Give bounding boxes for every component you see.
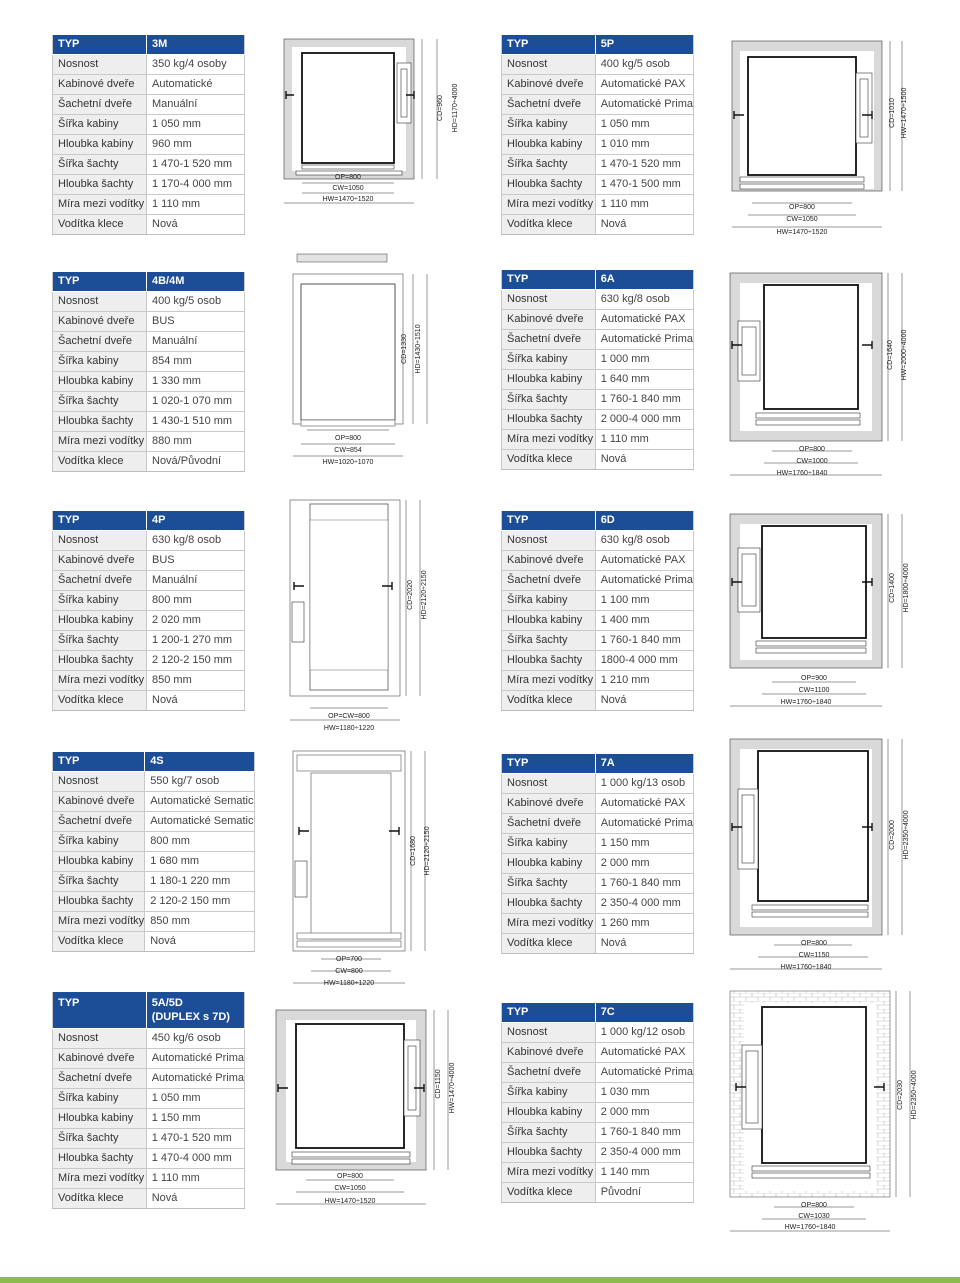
voditka-value: Nová bbox=[147, 691, 245, 711]
hloubka-sachty-value: 1 470-1 500 mm bbox=[595, 175, 693, 195]
hloubka-sachty-value: 2 350-4 000 mm bbox=[595, 1143, 693, 1163]
voditka-value: Nová bbox=[595, 691, 693, 711]
op-dim: OP=800 bbox=[335, 435, 361, 442]
nosnost-value: 630 kg/8 osob bbox=[595, 290, 693, 310]
sirka-kab-value: 800 mm bbox=[147, 591, 245, 611]
mira-label: Míra mezi vodítky bbox=[53, 1169, 147, 1189]
kab-dvere-value: Automatické Prima bbox=[146, 1049, 244, 1069]
floorplan-7c bbox=[722, 985, 927, 1235]
hd-dim: HW=2000÷4000 bbox=[901, 329, 908, 381]
sach-dvere-label: Šachetní dveře bbox=[502, 814, 596, 834]
nosnost-value: 1 000 kg/13 osob bbox=[595, 774, 693, 794]
hloubka-kab-label: Hloubka kabiny bbox=[502, 854, 596, 874]
hd-dim: HD=2350÷4000 bbox=[903, 810, 910, 860]
sirka-sachty-label: Šířka šachty bbox=[502, 631, 596, 651]
sach-dvere-value: Manuální bbox=[147, 95, 245, 115]
kab-dvere-value: Automatické PAX bbox=[595, 1043, 693, 1063]
sirka-kab-label: Šířka kabiny bbox=[53, 352, 147, 372]
sirka-kab-label: Šířka kabiny bbox=[502, 834, 596, 854]
voditka-value: Nová bbox=[595, 934, 693, 954]
floorplan-4b4m bbox=[285, 244, 460, 470]
hloubka-sachty-value: 1 430-1 510 mm bbox=[147, 412, 245, 432]
kab-dvere-value: BUS bbox=[147, 551, 245, 571]
sirka-sachty-label: Šířka šachty bbox=[53, 631, 147, 651]
kab-dvere-label: Kabinové dveře bbox=[53, 551, 147, 571]
typ-value: 4S bbox=[145, 752, 254, 772]
sirka-sachty-value: 1 470-1 520 mm bbox=[147, 155, 245, 175]
hloubka-kab-label: Hloubka kabiny bbox=[53, 135, 147, 155]
cd-dim: CD=2030 bbox=[897, 1080, 904, 1110]
nosnost-label: Nosnost bbox=[502, 290, 596, 310]
cd-dim: CD=2000 bbox=[889, 820, 896, 850]
kab-dvere-label: Kabinové dveře bbox=[502, 794, 596, 814]
hw-dim: HW=1760÷1840 bbox=[784, 1224, 836, 1231]
hloubka-kab-value: 960 mm bbox=[147, 135, 245, 155]
sirka-kab-value: 800 mm bbox=[145, 832, 254, 852]
cd-dim: CD=1010 bbox=[889, 98, 896, 128]
hloubka-sachty-label: Hloubka šachty bbox=[53, 651, 147, 671]
sach-dvere-value: Automatické Prima bbox=[595, 1063, 693, 1083]
typ-value: 5A/5D (DUPLEX s 7D) bbox=[146, 992, 244, 1029]
sirka-kab-label: Šířka kabiny bbox=[53, 115, 147, 135]
hd-dim: HD=1800÷4000 bbox=[903, 563, 910, 613]
hloubka-kab-label: Hloubka kabiny bbox=[53, 372, 147, 392]
mira-label: Míra mezi vodítky bbox=[502, 195, 596, 215]
cw-dim: CW=1150 bbox=[798, 952, 830, 959]
cd-dim: CD=1680 bbox=[410, 836, 417, 866]
sirka-kab-label: Šířka kabiny bbox=[53, 1089, 147, 1109]
sirka-sachty-value: 1 470-1 520 mm bbox=[595, 155, 693, 175]
spec-table-4s bbox=[52, 752, 255, 952]
mira-value: 850 mm bbox=[147, 671, 245, 691]
hloubka-sachty-value: 2 120-2 150 mm bbox=[147, 651, 245, 671]
sach-dvere-value: Automatické Prima bbox=[146, 1069, 244, 1089]
sirka-sachty-label: Šířka šachty bbox=[53, 1129, 147, 1149]
hloubka-sachty-label: Hloubka šachty bbox=[53, 1149, 147, 1169]
hloubka-sachty-label: Hloubka šachty bbox=[502, 175, 596, 195]
sirka-kab-value: 1 100 mm bbox=[595, 591, 693, 611]
sach-dvere-label: Šachetní dveře bbox=[502, 571, 596, 591]
hw-dim: HW=1470÷1520 bbox=[324, 1198, 376, 1205]
hloubka-kab-label: Hloubka kabiny bbox=[502, 135, 596, 155]
kab-dvere-value: Automatické PAX bbox=[595, 310, 693, 330]
sirka-kab-label: Šířka kabiny bbox=[502, 350, 596, 370]
nosnost-label: Nosnost bbox=[53, 531, 147, 551]
voditka-value: Původní bbox=[595, 1183, 693, 1203]
sirka-sachty-value: 1 760-1 840 mm bbox=[595, 631, 693, 651]
hloubka-kab-value: 2 020 mm bbox=[147, 611, 245, 631]
nosnost-value: 550 kg/7 osob bbox=[145, 772, 254, 792]
voditka-value: Nová bbox=[595, 450, 693, 470]
kab-dvere-label: Kabinové dveře bbox=[502, 75, 596, 95]
kab-dvere-value: Automatické PAX bbox=[595, 551, 693, 571]
hloubka-kab-label: Hloubka kabiny bbox=[53, 611, 147, 631]
nosnost-value: 400 kg/5 osob bbox=[595, 55, 693, 75]
mira-value: 880 mm bbox=[147, 432, 245, 452]
hloubka-sachty-label: Hloubka šachty bbox=[502, 410, 596, 430]
kab-dvere-label: Kabinové dveře bbox=[53, 792, 145, 812]
kab-dvere-value: Automatické PAX bbox=[595, 75, 693, 95]
sirka-sachty-label: Šířka šachty bbox=[502, 155, 596, 175]
hw-dim: HW=1760÷1840 bbox=[776, 470, 828, 477]
typ-value: 4B/4M bbox=[147, 272, 245, 292]
hloubka-sachty-label: Hloubka šachty bbox=[53, 412, 147, 432]
spec-table-4b4m bbox=[52, 272, 245, 472]
sach-dvere-value: Manuální bbox=[147, 332, 245, 352]
spec-table-5p bbox=[501, 35, 694, 235]
op-dim: OP=700 bbox=[336, 956, 362, 963]
cw-dim: CW=800 bbox=[335, 968, 363, 975]
hloubka-kab-label: Hloubka kabiny bbox=[502, 370, 596, 390]
cd-dim: CD=1640 bbox=[887, 340, 894, 370]
typ-label: TYP bbox=[53, 752, 145, 772]
typ-label: TYP bbox=[53, 992, 147, 1029]
nosnost-label: Nosnost bbox=[53, 772, 145, 792]
hloubka-sachty-value: 1800-4 000 mm bbox=[595, 651, 693, 671]
spec-table-7c bbox=[501, 1003, 694, 1203]
hloubka-sachty-label: Hloubka šachty bbox=[502, 894, 596, 914]
spec-table-5a5d bbox=[52, 992, 245, 1209]
mira-value: 1 260 mm bbox=[595, 914, 693, 934]
nosnost-value: 630 kg/8 osob bbox=[595, 531, 693, 551]
kab-dvere-label: Kabinové dveře bbox=[502, 551, 596, 571]
typ-label: TYP bbox=[502, 511, 596, 531]
sach-dvere-label: Šachetní dveře bbox=[502, 330, 596, 350]
mira-label: Míra mezi vodítky bbox=[502, 914, 596, 934]
typ-value: 6D bbox=[595, 511, 693, 531]
sirka-sachty-value: 1 760-1 840 mm bbox=[595, 1123, 693, 1143]
mira-label: Míra mezi vodítky bbox=[502, 1163, 596, 1183]
hw-dim: HW=1470÷1520 bbox=[322, 196, 374, 203]
spec-table-4p bbox=[52, 511, 245, 711]
sirka-sachty-label: Šířka šachty bbox=[502, 874, 596, 894]
typ-label: TYP bbox=[53, 272, 147, 292]
sirka-kab-label: Šířka kabiny bbox=[502, 1083, 596, 1103]
kab-dvere-label: Kabinové dveře bbox=[502, 310, 596, 330]
mira-label: Míra mezi vodítky bbox=[53, 671, 147, 691]
hloubka-kab-label: Hloubka kabiny bbox=[53, 852, 145, 872]
hloubka-kab-value: 2 000 mm bbox=[595, 854, 693, 874]
op-dim: OP=800 bbox=[801, 1202, 827, 1209]
hloubka-sachty-value: 2 120-2 150 mm bbox=[145, 892, 254, 912]
mira-label: Míra mezi vodítky bbox=[53, 432, 147, 452]
cd-dim: CD=1150 bbox=[435, 1069, 442, 1099]
sirka-sachty-value: 1 760-1 840 mm bbox=[595, 874, 693, 894]
mira-value: 850 mm bbox=[145, 912, 254, 932]
hloubka-kab-label: Hloubka kabiny bbox=[53, 1109, 147, 1129]
voditka-value: Nová bbox=[145, 932, 254, 952]
sach-dvere-value: Automatické Prima bbox=[595, 95, 693, 115]
hloubka-kab-value: 1 330 mm bbox=[147, 372, 245, 392]
sirka-kab-value: 1 050 mm bbox=[595, 115, 693, 135]
hloubka-kab-value: 1 010 mm bbox=[595, 135, 693, 155]
sirka-sachty-label: Šířka šachty bbox=[53, 872, 145, 892]
sirka-sachty-label: Šířka šachty bbox=[53, 392, 147, 412]
floorplan-7a bbox=[722, 735, 927, 975]
sach-dvere-value: Automatické Sematic bbox=[145, 812, 254, 832]
hloubka-sachty-label: Hloubka šachty bbox=[53, 892, 145, 912]
cw-dim: CW=1050 bbox=[332, 185, 364, 192]
hw-dim: HW=1470÷1520 bbox=[776, 229, 828, 236]
hloubka-kab-value: 2 000 mm bbox=[595, 1103, 693, 1123]
voditka-label: Vodítka klece bbox=[53, 452, 147, 472]
sach-dvere-label: Šachetní dveře bbox=[53, 812, 145, 832]
hloubka-sachty-value: 1 170-4 000 mm bbox=[147, 175, 245, 195]
hw-dim: HW=1180÷1220 bbox=[323, 980, 375, 987]
sach-dvere-value: Automatické Prima bbox=[595, 330, 693, 350]
hd-dim: HW=1470÷1500 bbox=[901, 87, 908, 139]
floorplan-5a5d bbox=[272, 1004, 472, 1210]
op-dim: OP=800 bbox=[337, 1173, 363, 1180]
typ-label: TYP bbox=[502, 754, 596, 774]
kab-dvere-label: Kabinové dveře bbox=[53, 75, 147, 95]
nosnost-label: Nosnost bbox=[53, 292, 147, 312]
nosnost-label: Nosnost bbox=[502, 531, 596, 551]
voditka-label: Vodítka klece bbox=[53, 215, 147, 235]
hw-dim: HW=1760÷1840 bbox=[780, 964, 832, 971]
kab-dvere-label: Kabinové dveře bbox=[53, 1049, 147, 1069]
voditka-label: Vodítka klece bbox=[502, 215, 596, 235]
cw-dim: CW=1050 bbox=[786, 216, 818, 223]
sach-dvere-label: Šachetní dveře bbox=[53, 571, 147, 591]
hloubka-kab-label: Hloubka kabiny bbox=[502, 611, 596, 631]
cw-dim: CW=1050 bbox=[334, 1185, 366, 1192]
hd-dim: HD=1430÷1510 bbox=[415, 324, 422, 374]
cw-dim: CW=1030 bbox=[798, 1213, 830, 1220]
sach-dvere-value: Automatické Prima bbox=[595, 814, 693, 834]
nosnost-value: 350 kg/4 osoby bbox=[147, 55, 245, 75]
sach-dvere-value: Manuální bbox=[147, 571, 245, 591]
typ-value: 7A bbox=[595, 754, 693, 774]
hloubka-kab-value: 1 640 mm bbox=[595, 370, 693, 390]
voditka-label: Vodítka klece bbox=[53, 932, 145, 952]
floorplan-5p bbox=[722, 33, 922, 238]
sirka-kab-label: Šířka kabiny bbox=[502, 115, 596, 135]
mira-label: Míra mezi vodítky bbox=[502, 430, 596, 450]
hd-dim: HD=2350÷4000 bbox=[911, 1070, 918, 1120]
sirka-kab-value: 1 000 mm bbox=[595, 350, 693, 370]
mira-label: Míra mezi vodítky bbox=[53, 195, 147, 215]
typ-label: TYP bbox=[502, 35, 596, 55]
sach-dvere-label: Šachetní dveře bbox=[502, 95, 596, 115]
sirka-kab-value: 854 mm bbox=[147, 352, 245, 372]
nosnost-value: 1 000 kg/12 osob bbox=[595, 1023, 693, 1043]
mira-value: 1 140 mm bbox=[595, 1163, 693, 1183]
spec-table-6a bbox=[501, 270, 694, 470]
hloubka-sachty-label: Hloubka šachty bbox=[53, 175, 147, 195]
cw-dim: CW=1000 bbox=[796, 458, 828, 465]
sirka-sachty-value: 1 470-1 520 mm bbox=[146, 1129, 244, 1149]
nosnost-label: Nosnost bbox=[53, 55, 147, 75]
typ-label: TYP bbox=[502, 270, 596, 290]
nosnost-label: Nosnost bbox=[502, 55, 596, 75]
sirka-kab-label: Šířka kabiny bbox=[53, 832, 145, 852]
hd-dim: HD=2120÷2150 bbox=[424, 826, 431, 876]
typ-value: 7C bbox=[595, 1003, 693, 1023]
sirka-sachty-value: 1 180-1 220 mm bbox=[145, 872, 254, 892]
hd-dim: HD=1170÷4000 bbox=[452, 83, 459, 133]
sirka-sachty-value: 1 020-1 070 mm bbox=[147, 392, 245, 412]
floorplan-4p bbox=[282, 490, 462, 736]
floorplan-4s bbox=[285, 745, 460, 991]
cd-dim: CD=1330 bbox=[401, 334, 408, 364]
hloubka-kab-value: 1 150 mm bbox=[146, 1109, 244, 1129]
mira-value: 1 110 mm bbox=[146, 1169, 244, 1189]
mira-label: Míra mezi vodítky bbox=[53, 912, 145, 932]
voditka-value: Nová bbox=[595, 215, 693, 235]
kab-dvere-label: Kabinové dveře bbox=[502, 1043, 596, 1063]
op-dim: OP=CW=800 bbox=[328, 713, 370, 720]
nosnost-label: Nosnost bbox=[53, 1029, 147, 1049]
nosnost-value: 630 kg/8 osob bbox=[147, 531, 245, 551]
voditka-label: Vodítka klece bbox=[502, 691, 596, 711]
typ-label: TYP bbox=[53, 511, 147, 531]
sirka-sachty-label: Šířka šachty bbox=[502, 1123, 596, 1143]
nosnost-label: Nosnost bbox=[502, 1023, 596, 1043]
sirka-kab-value: 1 030 mm bbox=[595, 1083, 693, 1103]
kab-dvere-value: Automatické PAX bbox=[595, 794, 693, 814]
op-dim: OP=800 bbox=[801, 940, 827, 947]
op-dim: OP=800 bbox=[789, 204, 815, 211]
nosnost-label: Nosnost bbox=[502, 774, 596, 794]
mira-value: 1 210 mm bbox=[595, 671, 693, 691]
hw-dim: HW=1760÷1840 bbox=[780, 699, 832, 706]
cd-dim: CD=960 bbox=[437, 95, 444, 121]
typ-value: 4P bbox=[147, 511, 245, 531]
sirka-kab-label: Šířka kabiny bbox=[502, 591, 596, 611]
sirka-sachty-value: 1 760-1 840 mm bbox=[595, 390, 693, 410]
cw-dim: CW=854 bbox=[334, 447, 362, 454]
mira-label: Míra mezi vodítky bbox=[502, 671, 596, 691]
voditka-label: Vodítka klece bbox=[502, 450, 596, 470]
sach-dvere-label: Šachetní dveře bbox=[53, 95, 147, 115]
hloubka-sachty-label: Hloubka šachty bbox=[502, 1143, 596, 1163]
kab-dvere-value: Automatické Sematic bbox=[145, 792, 254, 812]
voditka-label: Vodítka klece bbox=[53, 691, 147, 711]
voditka-value: Nová/Původní bbox=[147, 452, 245, 472]
kab-dvere-value: Automatické bbox=[147, 75, 245, 95]
hd-dim: HD=2120÷2150 bbox=[421, 570, 428, 620]
spec-table-3m bbox=[52, 35, 245, 235]
spec-table-7a bbox=[501, 754, 694, 954]
voditka-value: Nová bbox=[147, 215, 245, 235]
floorplan-6a bbox=[722, 265, 927, 479]
typ-label: TYP bbox=[502, 1003, 596, 1023]
hloubka-kab-label: Hloubka kabiny bbox=[502, 1103, 596, 1123]
typ-value: 5P bbox=[595, 35, 693, 55]
footer-bar bbox=[0, 1277, 960, 1283]
kab-dvere-label: Kabinové dveře bbox=[53, 312, 147, 332]
sach-dvere-value: Automatické Prima bbox=[595, 571, 693, 591]
op-dim: OP=900 bbox=[801, 675, 827, 682]
hloubka-sachty-value: 2 000-4 000 mm bbox=[595, 410, 693, 430]
spec-table-6d bbox=[501, 511, 694, 711]
typ-value: 6A bbox=[595, 270, 693, 290]
kab-dvere-value: BUS bbox=[147, 312, 245, 332]
nosnost-value: 450 kg/6 osob bbox=[146, 1029, 244, 1049]
hloubka-sachty-value: 2 350-4 000 mm bbox=[595, 894, 693, 914]
sirka-sachty-label: Šířka šachty bbox=[53, 155, 147, 175]
nosnost-value: 400 kg/5 osob bbox=[147, 292, 245, 312]
voditka-value: Nová bbox=[146, 1189, 244, 1209]
cw-dim: CW=1100 bbox=[798, 687, 830, 694]
cd-dim: CD=2020 bbox=[407, 580, 414, 610]
sach-dvere-label: Šachetní dveře bbox=[53, 332, 147, 352]
cd-dim: CD=1400 bbox=[889, 573, 896, 603]
floorplan-3m bbox=[272, 33, 472, 213]
hloubka-kab-value: 1 680 mm bbox=[145, 852, 254, 872]
hd-dim: HW=1470÷4000 bbox=[449, 1062, 456, 1114]
sach-dvere-label: Šachetní dveře bbox=[502, 1063, 596, 1083]
mira-value: 1 110 mm bbox=[147, 195, 245, 215]
sirka-sachty-value: 1 200-1 270 mm bbox=[147, 631, 245, 651]
hw-dim: HW=1180÷1220 bbox=[323, 725, 375, 732]
hloubka-kab-value: 1 400 mm bbox=[595, 611, 693, 631]
op-dim: OP=800 bbox=[799, 446, 825, 453]
typ-label: TYP bbox=[53, 35, 147, 55]
op-dim: OP=800 bbox=[335, 174, 361, 181]
typ-value: 3M bbox=[147, 35, 245, 55]
hloubka-sachty-label: Hloubka šachty bbox=[502, 651, 596, 671]
mira-value: 1 110 mm bbox=[595, 430, 693, 450]
voditka-label: Vodítka klece bbox=[502, 934, 596, 954]
sirka-kab-label: Šířka kabiny bbox=[53, 591, 147, 611]
hloubka-sachty-value: 1 470-4 000 mm bbox=[146, 1149, 244, 1169]
voditka-label: Vodítka klece bbox=[53, 1189, 147, 1209]
sach-dvere-label: Šachetní dveře bbox=[53, 1069, 147, 1089]
sirka-kab-value: 1 150 mm bbox=[595, 834, 693, 854]
sirka-sachty-label: Šířka šachty bbox=[502, 390, 596, 410]
voditka-label: Vodítka klece bbox=[502, 1183, 596, 1203]
floorplan-6d bbox=[722, 508, 927, 710]
sirka-kab-value: 1 050 mm bbox=[147, 115, 245, 135]
hw-dim: HW=1020÷1070 bbox=[322, 459, 374, 466]
sirka-kab-value: 1 050 mm bbox=[146, 1089, 244, 1109]
mira-value: 1 110 mm bbox=[595, 195, 693, 215]
